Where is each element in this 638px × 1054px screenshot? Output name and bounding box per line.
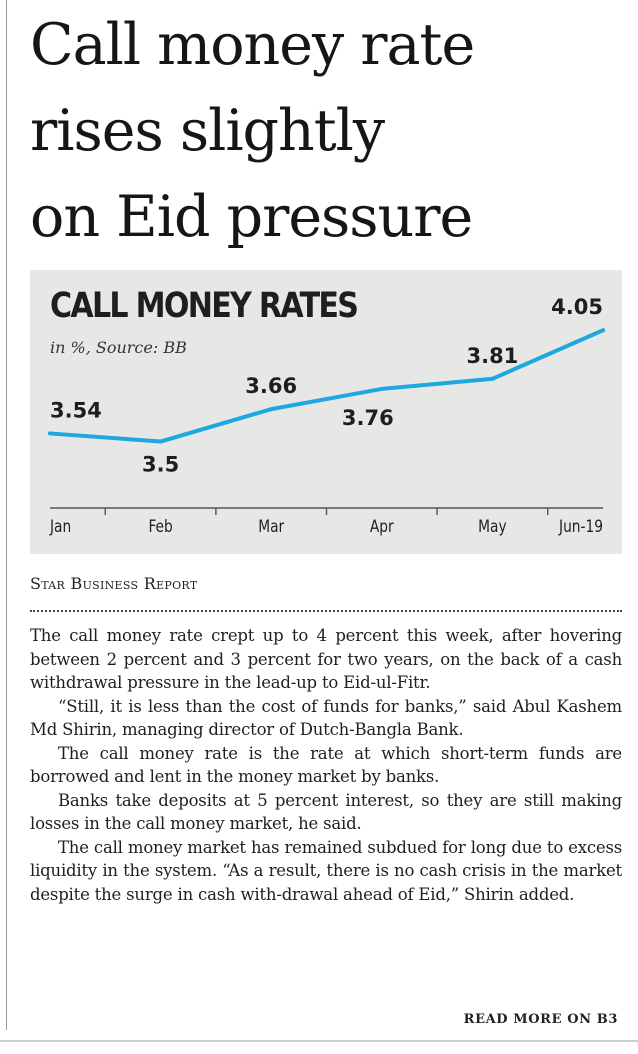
data-point [48, 431, 52, 435]
data-label: 3.66 [245, 374, 298, 399]
chart-panel [30, 270, 622, 554]
data-label: 3.54 [50, 398, 102, 423]
data-point [159, 440, 163, 444]
page-column-rule [6, 0, 7, 1030]
data-label: 4.05 [551, 295, 603, 320]
data-point [380, 387, 384, 391]
chart-subtitle: in %, Source: BB [50, 338, 187, 357]
x-tick-label: Jan [50, 516, 72, 537]
dotted-divider [30, 610, 622, 612]
bottom-divider [0, 1040, 638, 1042]
data-label: 3.81 [466, 343, 519, 368]
x-tick-label: Apr [369, 516, 394, 537]
x-tick-label: Jun-19 [559, 516, 604, 537]
x-tick-label: Feb [148, 516, 173, 537]
article-paragraph: The call money market has remained subdued for long due to excess liquidity in the system. “As a result, there is no cash crisis in the market despite the surge in cash with-drawal ahead of Eid,” Shirin added. [30, 837, 622, 904]
read-more-link[interactable]: READ MORE ON B3 [463, 1012, 618, 1027]
x-tick-label: May [478, 516, 507, 537]
article-paragraph: “Still, it is less than the cost of funds for banks,” said Abul Kashem Md Shirin, managing director of Dutch-Bangla Bank. [30, 696, 622, 739]
article-paragraph: The call money rate crept up to 4 percent this week, after hovering between 2 percent and 3 percent for two years, on the back of a cash withdrawal pressure in the lead-up to Eid-ul-Fitr. [30, 626, 622, 692]
article-body [30, 624, 622, 906]
data-label: 3.5 [141, 452, 180, 477]
article-paragraph: Banks take deposits at 5 percent interest, so they are still making losses in the call money market, he said. [30, 790, 622, 833]
x-tick-label: Mar [258, 516, 285, 537]
data-label: 3.76 [341, 405, 394, 430]
chart-title: CALL MONEY RATES [50, 286, 358, 326]
headline-line: Call money rate [30, 12, 475, 78]
headline [30, 2, 630, 260]
data-point [601, 328, 605, 332]
data-point [269, 407, 273, 411]
data-point [490, 377, 494, 381]
headline-line: rises slightly [30, 98, 385, 164]
headline-line: on Eid pressure [30, 184, 473, 250]
article-paragraph: The call money rate is the rate at which short-term funds are borrowed and lent in the money market by banks. [30, 743, 622, 786]
byline: Star Business Report [30, 574, 198, 593]
